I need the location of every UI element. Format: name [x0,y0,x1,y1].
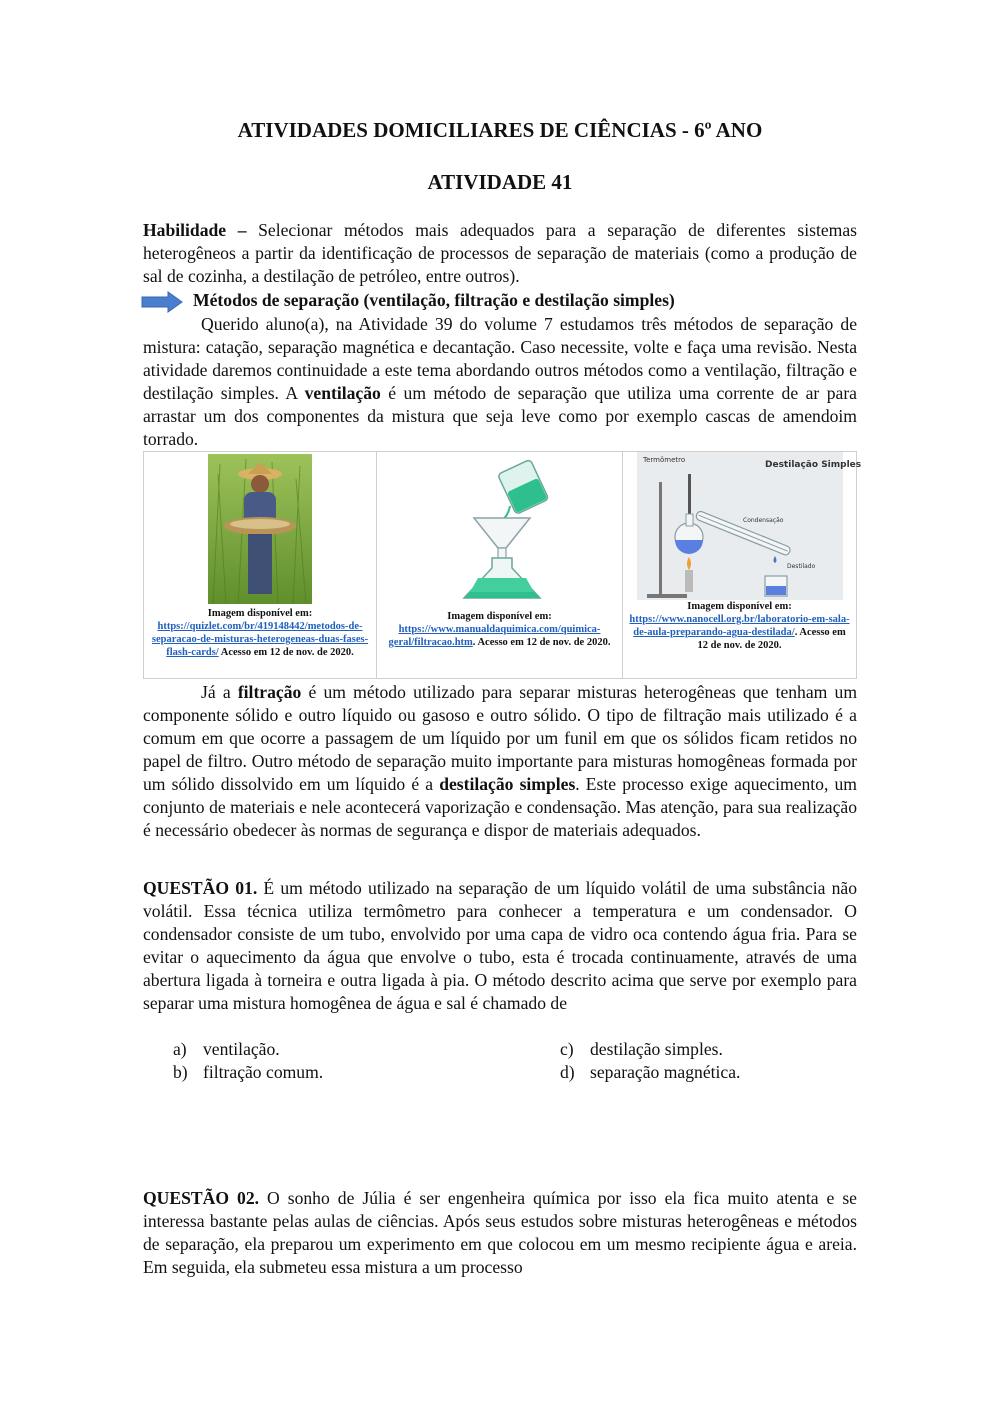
filtracao-paragraph [143,681,857,842]
option-letter: c) [560,1039,574,1059]
caption-title: Imagem disponível em: [207,608,313,619]
option-text: separação magnética. [590,1062,741,1082]
intro-paragraph [143,313,857,451]
image-cell-winnowing [144,452,376,678]
option-text: destilação simples. [590,1039,723,1059]
caption-access: Acesso em 12 de nov. de 2020. [218,647,354,658]
label-destilado: Destilado [787,563,816,570]
habilidade-label: Habilidade – [143,220,247,240]
option-letter: d) [560,1062,575,1082]
distillation-apparatus-diagram [637,452,862,600]
image-cell-distillation [622,452,862,678]
option-text: filtração comum. [203,1062,324,1082]
image-table [143,451,862,679]
option-c[interactable] [560,1038,723,1061]
option-d[interactable] [560,1061,740,1084]
question-1-label: QUESTÃO 01. [143,878,258,898]
habilidade-text: Selecionar métodos mais adequados para a separação de diferentes sistemas heterogêneos a partir da identificação de processos de separação de materiais (como a produção de sal de cozinha, a destilação de petróleo, entre outros). [143,220,857,286]
filtracao-e: . Este processo exige aquecimento, um conjunto de materiais e nele acontecerá vaporização e condensação. Mas atenção, para sua realização é necessário obedecer às normas de segurança e dispor de materiais adequados. [143,774,857,840]
option-b[interactable] [173,1061,323,1084]
image-caption-2 [377,610,622,649]
filtracao-a: Já a [201,682,238,702]
label-condensacao: Condensação [743,517,784,524]
diagram-title: Destilação Simples [765,460,862,470]
filtration-flask-illustration [450,456,554,604]
habilidade-paragraph [143,219,857,288]
caption-title: Imagem disponível em: [447,611,552,622]
caption-access: . Acesso em 12 de nov. de 2020. [697,627,846,651]
question-1 [143,877,857,1015]
filtracao-bold-1: filtração [237,682,302,702]
option-letter: a) [173,1039,187,1059]
activity-title: ATIVIDADE 41 [427,170,573,194]
filtracao-bold-2: destilação simples [439,774,576,794]
caption-title: Imagem disponível em: [687,601,792,612]
question-1-text: É um método utilizado na separação de um líquido volátil de uma substância não volátil. Essa técnica utiliza termômetro para conhecer a temperatura e um condensador. O condensador consiste de um tubo, envolvido por uma capa de vidro oca contendo água fria. Para se evitar o aquecimento da água que envolve o tubo, esta é trocada continuamente, através de uma abertura ligada à torneira e outra ligada à pia. O método descrito acima que serve por exemplo para separar uma mistura homogênea de água e sal é chamado de [143,878,857,1013]
image-cell-filtration [376,452,622,678]
image-caption-1 [144,607,376,659]
image-link-2[interactable]: https://www.manualdaquimica.com/quimica-geral/filtracao.htm [388,624,601,648]
document-title: ATIVIDADES DOMICILIARES DE CIÊNCIAS - 6º ANO [237,118,763,142]
section-heading: Métodos de separação (ventilação, filtração e destilação simples) [193,290,675,310]
intro-text-b: é um método de separação que utiliza uma corrente de ar para arrastar um dos componentes da mistura que seja leve como por exemplo cascas de amendoim torrado. [143,383,857,449]
filtracao-c: é um método utilizado para separar misturas heterogêneas que tenham um componente sólido e outro líquido ou gasoso e outro sólido. O tipo de filtração mais utilizado é a comum em que ocorre a passagem de um líquido por um funil em que os sólidos ficam retidos no papel de filtro. Outro método de separação muito importante para misturas homogêneas formada por um sólido dissolvido em um líquido é a [143,682,857,794]
label-termometro: Termômetro [643,456,686,464]
question-2 [143,1187,857,1279]
section-heading-line [143,290,857,314]
option-text: ventilação. [203,1039,280,1059]
image-caption-3 [623,600,856,652]
option-a[interactable] [173,1038,280,1061]
caption-access: . Acesso em 12 de nov. de 2020. [472,637,611,648]
question-2-label: QUESTÃO 02. [143,1188,260,1208]
image-link-3[interactable]: https://www.nanocell.org.br/laboratorio-em-sala-de-aula-preparando-agua-destilada/ [629,614,850,638]
intro-bold: ventilação [304,383,381,403]
farmer-winnowing-photo [208,454,312,604]
option-letter: b) [173,1062,188,1082]
question-2-text: O sonho de Júlia é ser engenheira química por isso ela fica muito atenta e se interessa bastante pelas aulas de ciências. Após seus estudos sobre misturas heterogêneas e métodos de separação, ela preparou um experimento em que colocou em um mesmo recipiente água e areia. Em seguida, ela submeteu essa mistura a um processo [143,1188,857,1277]
image-link-1[interactable]: https://quizlet.com/br/419148442/metodos-de-separacao-de-misturas-heterogeneas-duas-fases-flash-cards/ [151,621,369,658]
intro-text-a: Querido aluno(a), na Atividade 39 do volume 7 estudamos três métodos de separação de mistura: catação, separação magnética e decantação. Caso necessite, volte e faça uma revisão. Nesta atividade daremos continuidade a este tema abordando outros métodos como a ventilação, filtração e destilação simples. A [143,314,857,403]
